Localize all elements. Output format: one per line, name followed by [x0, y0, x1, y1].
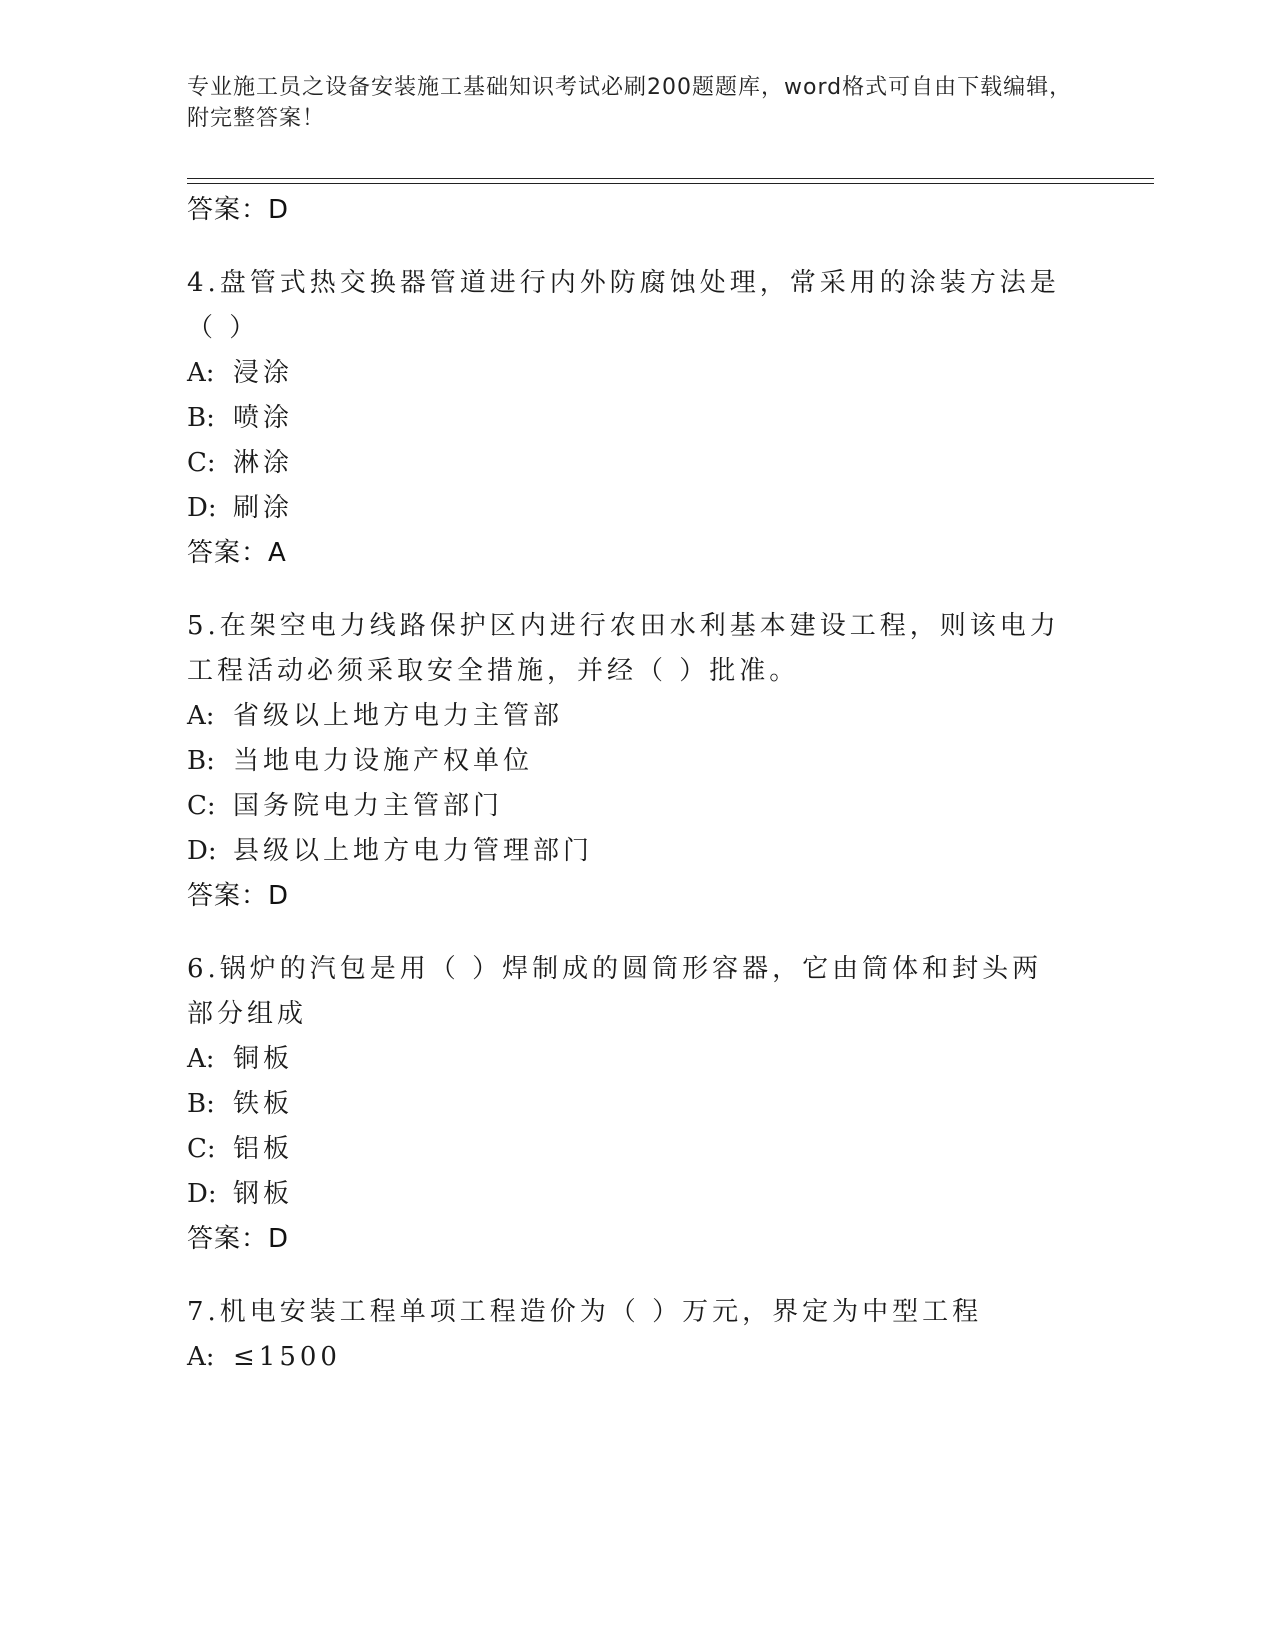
- option-text: 国务院电力主管部门: [233, 791, 504, 821]
- option-text: 当地电力设施产权单位: [233, 746, 534, 776]
- question-5: [187, 604, 1087, 919]
- question-4: [187, 261, 1087, 576]
- option-c: [187, 784, 1087, 829]
- page-header: 专业施工员之设备安装施工基础知识考试必刷200题题库，word格式可自由下载编辑，附完整答案！: [187, 75, 1073, 131]
- header-rule-bottom: [187, 183, 1154, 184]
- option-label: A:: [187, 358, 215, 388]
- option-text: 县级以上地方电力管理部门: [233, 836, 594, 866]
- option-label: A:: [187, 1342, 215, 1372]
- option-label: D:: [187, 493, 217, 523]
- option-a: [187, 1335, 1087, 1380]
- option-label: C:: [187, 791, 216, 821]
- option-text: 刷涂: [233, 493, 294, 523]
- option-d: [187, 829, 1087, 874]
- option-b: [187, 1082, 1087, 1127]
- option-text: 省级以上地方电力主管部: [233, 701, 564, 731]
- option-text: 浸涂: [233, 358, 294, 388]
- option-text: 淋涂: [233, 448, 294, 478]
- question-6: [187, 947, 1087, 1262]
- option-label: D:: [187, 1179, 217, 1209]
- option-label: A:: [187, 1044, 215, 1074]
- option-a: [187, 351, 1087, 396]
- option-a: [187, 694, 1087, 739]
- question-text: 4.盘管式热交换器管道进行内外防腐蚀处理，常采用的涂装方法是（ ）: [187, 268, 1060, 343]
- option-d: [187, 1172, 1087, 1217]
- option-label: D:: [187, 836, 217, 866]
- option-text: 喷涂: [233, 403, 294, 433]
- option-text: 铁板: [233, 1089, 294, 1119]
- option-d: [187, 486, 1087, 531]
- option-b: [187, 739, 1087, 784]
- option-label: C:: [187, 1134, 216, 1164]
- option-text: 铜板: [233, 1044, 294, 1074]
- answer-line: 答案：D: [187, 1224, 290, 1254]
- option-text: ≤1500: [233, 1342, 341, 1372]
- option-label: A:: [187, 701, 215, 731]
- question-text: 5.在架空电力线路保护区内进行农田水利基本建设工程，则该电力工程活动必须采取安全措施，并经（ ）批准。: [187, 611, 1060, 686]
- document-body: [187, 188, 1087, 1380]
- option-label: B:: [187, 1089, 215, 1119]
- option-label: C:: [187, 448, 216, 478]
- option-c: [187, 441, 1087, 486]
- option-label: B:: [187, 403, 215, 433]
- question-7: [187, 1290, 1087, 1380]
- answer-line: 答案：D: [187, 195, 290, 225]
- option-text: 铝板: [233, 1134, 294, 1164]
- header-rule-top: [187, 178, 1154, 179]
- option-label: B:: [187, 746, 215, 776]
- option-text: 钢板: [233, 1179, 294, 1209]
- question-text: 7.机电安装工程单项工程造价为（ ）万元，界定为中型工程: [187, 1297, 983, 1327]
- question-text: 6.锅炉的汽包是用（ ）焊制成的圆筒形容器，它由筒体和封头两部分组成: [187, 954, 1043, 1029]
- option-a: [187, 1037, 1087, 1082]
- answer-line: 答案：D: [187, 881, 290, 911]
- option-b: [187, 396, 1087, 441]
- option-c: [187, 1127, 1087, 1172]
- answer-line: 答案：A: [187, 538, 287, 568]
